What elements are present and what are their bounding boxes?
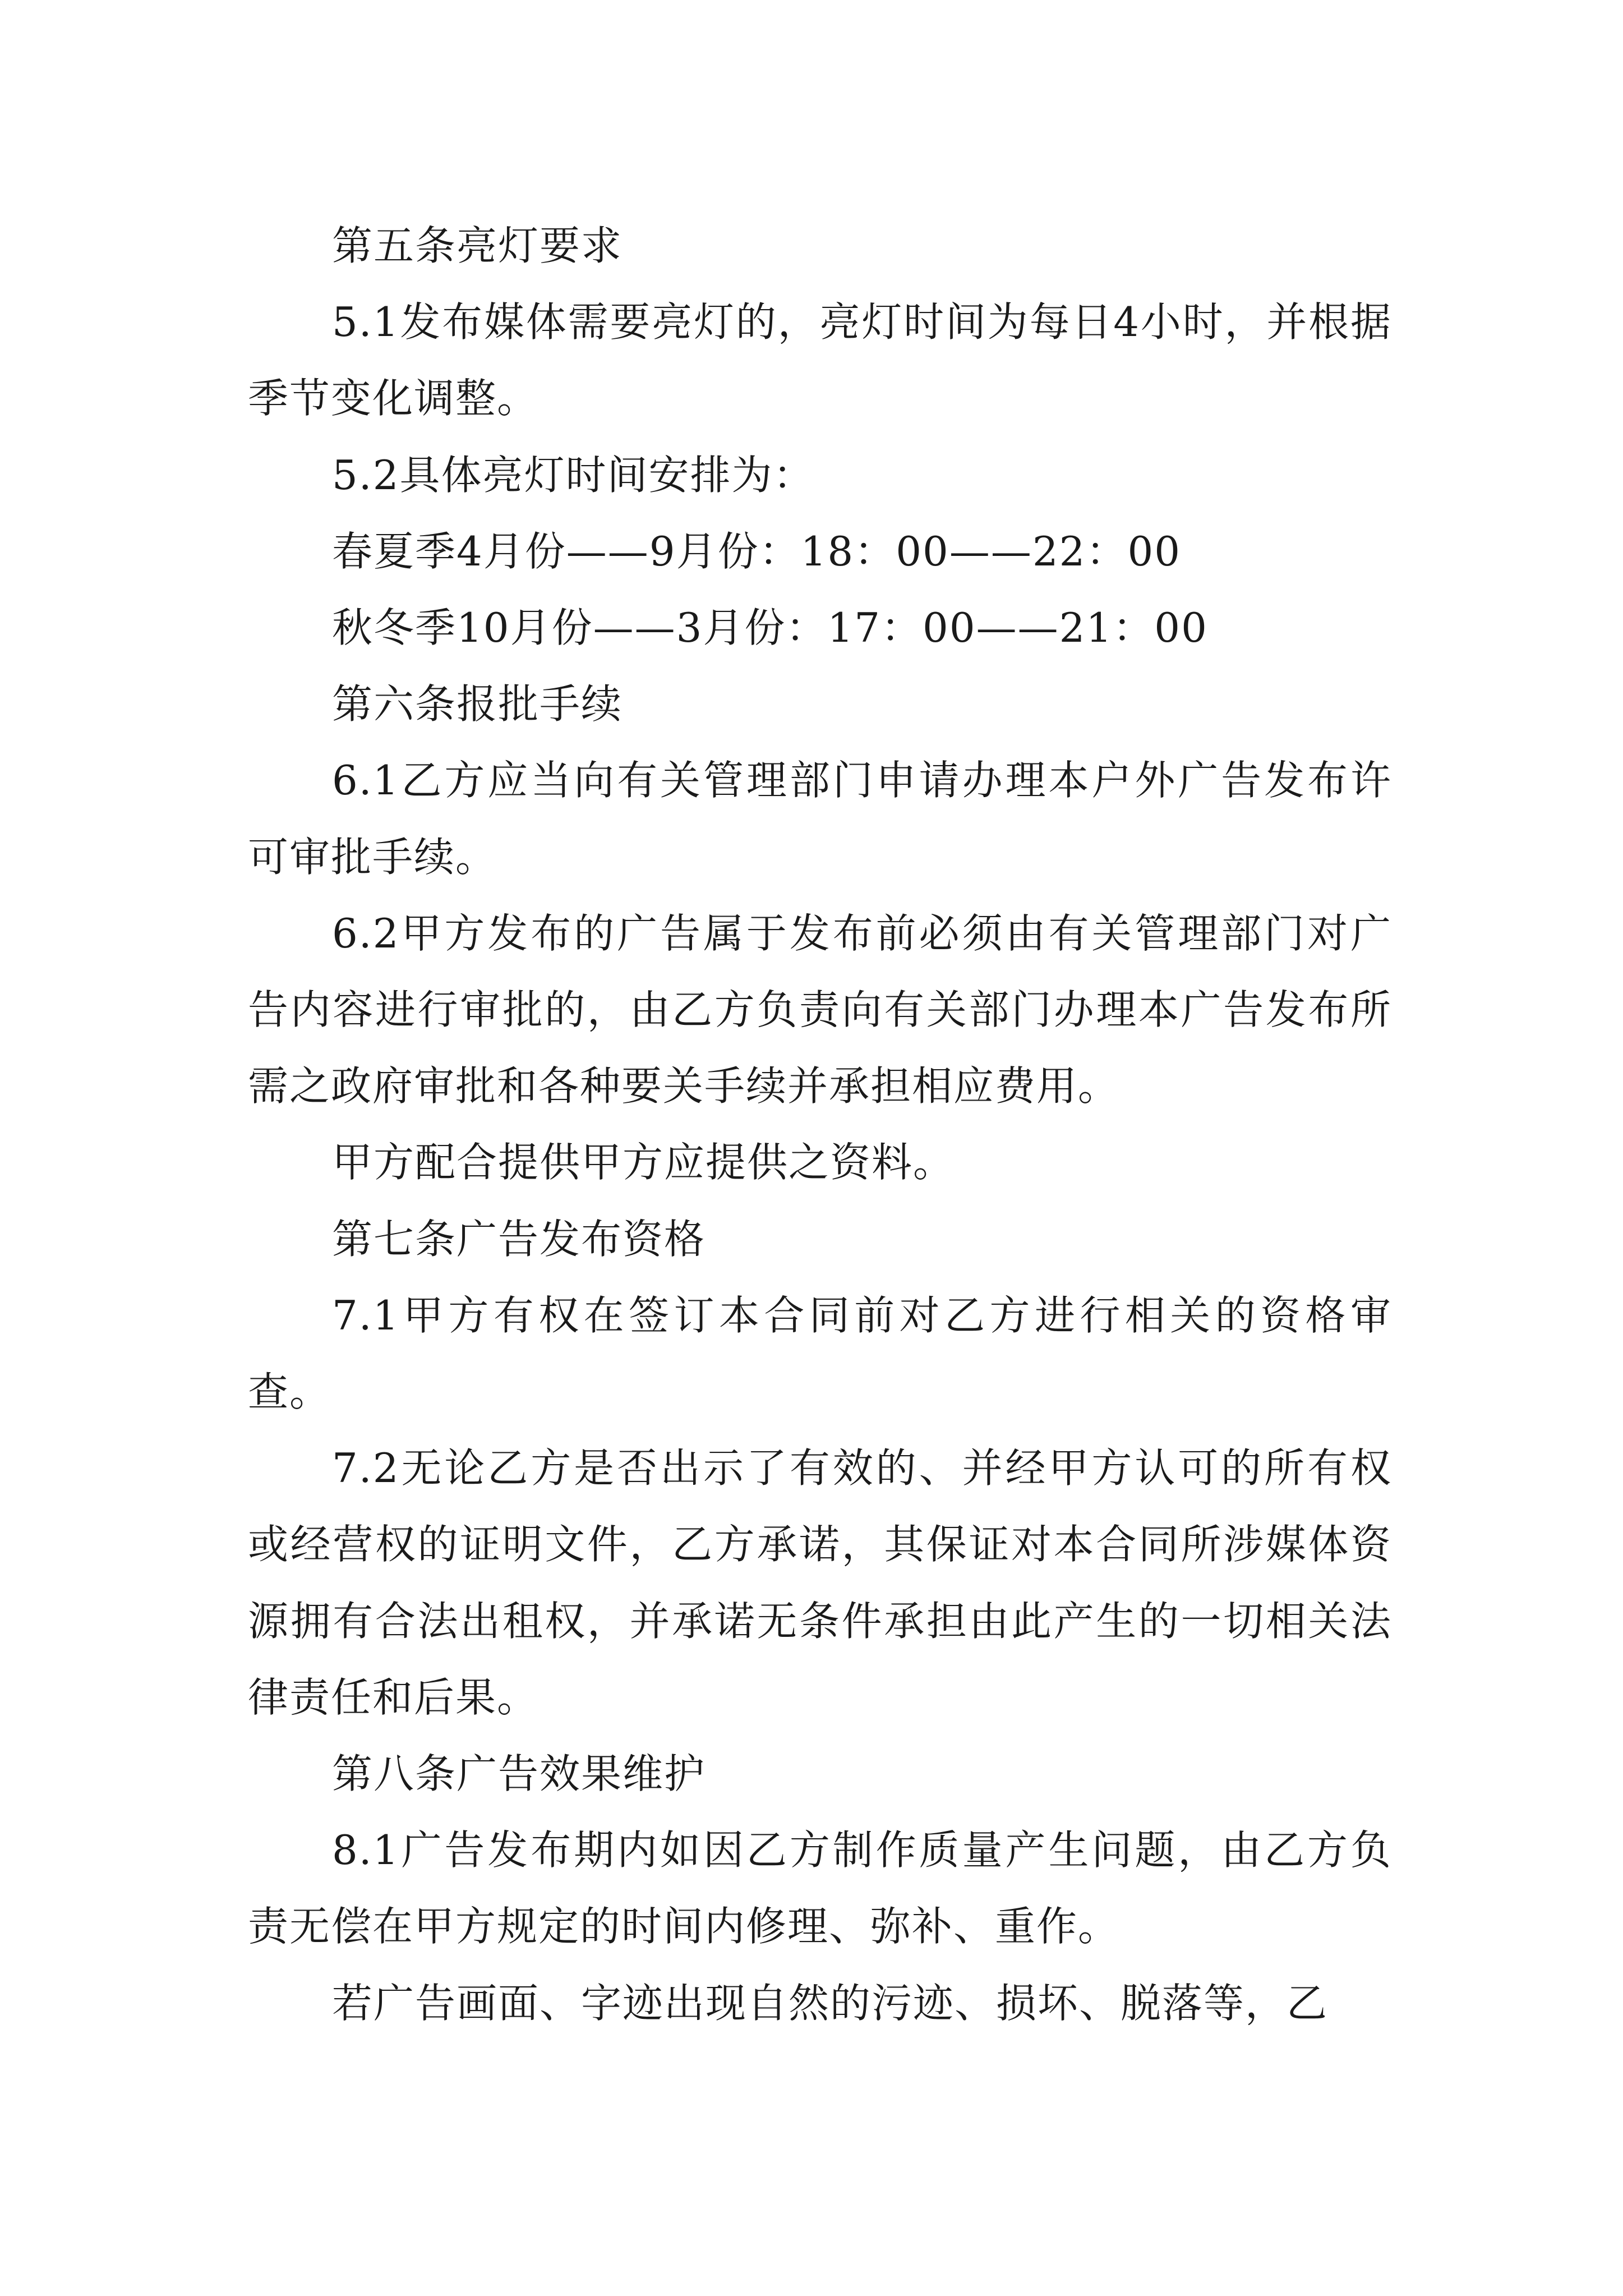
clause-8-1-continued: 若广告画面、字迹出现自然的污迹、损坏、脱落等，乙 — [332, 1979, 1329, 2027]
section-heading-5: 第五条亮灯要求 — [332, 222, 623, 269]
clause-5-1: 5.1发布媒体需要亮灯的，亮灯时间为每日4小时，并根据季节变化调整。 — [248, 298, 1392, 422]
document-body — [248, 208, 1392, 2041]
clause-8-1: 8.1广告发布期内如因乙方制作质量产生问题，由乙方负责无偿在甲方规定的时间内修理、弥补、重作。 — [248, 1826, 1392, 1950]
clause-6-2: 6.2甲方发布的广告属于发布前必须由有关管理部门对广告内容进行审批的，由乙方负责向有关部门办理本广告发布所需之政府审批和各种要关手续并承担相应费用。 — [248, 909, 1392, 1110]
schedule-autumn-winter: 秋冬季10月份——3月份：17：00——21：00 — [332, 604, 1208, 652]
clause-6-2-supplement: 甲方配合提供甲方应提供之资料。 — [332, 1139, 955, 1186]
section-heading-6: 第六条报批手续 — [332, 680, 623, 728]
section-heading-8: 第八条广告效果维护 — [332, 1750, 706, 1798]
clause-7-1: 7.1甲方有权在签订本合同前对乙方进行相关的资格审查。 — [248, 1291, 1392, 1416]
schedule-spring-summer: 春夏季4月份——9月份：18：00——22：00 — [332, 527, 1182, 575]
clause-7-2: 7.2无论乙方是否出示了有效的、并经甲方认可的所有权或经营权的证明文件，乙方承诺，其保证对本合同所涉媒体资源拥有合法出租权，并承诺无条件承担由此产生的一切相关法律责任和后果。 — [248, 1444, 1392, 1721]
section-heading-7: 第七条广告发布资格 — [332, 1215, 706, 1263]
clause-5-2: 5.2具体亮灯时间安排为： — [332, 451, 815, 499]
clause-6-1: 6.1乙方应当向有关管理部门申请办理本户外广告发布许可审批手续。 — [248, 757, 1392, 881]
